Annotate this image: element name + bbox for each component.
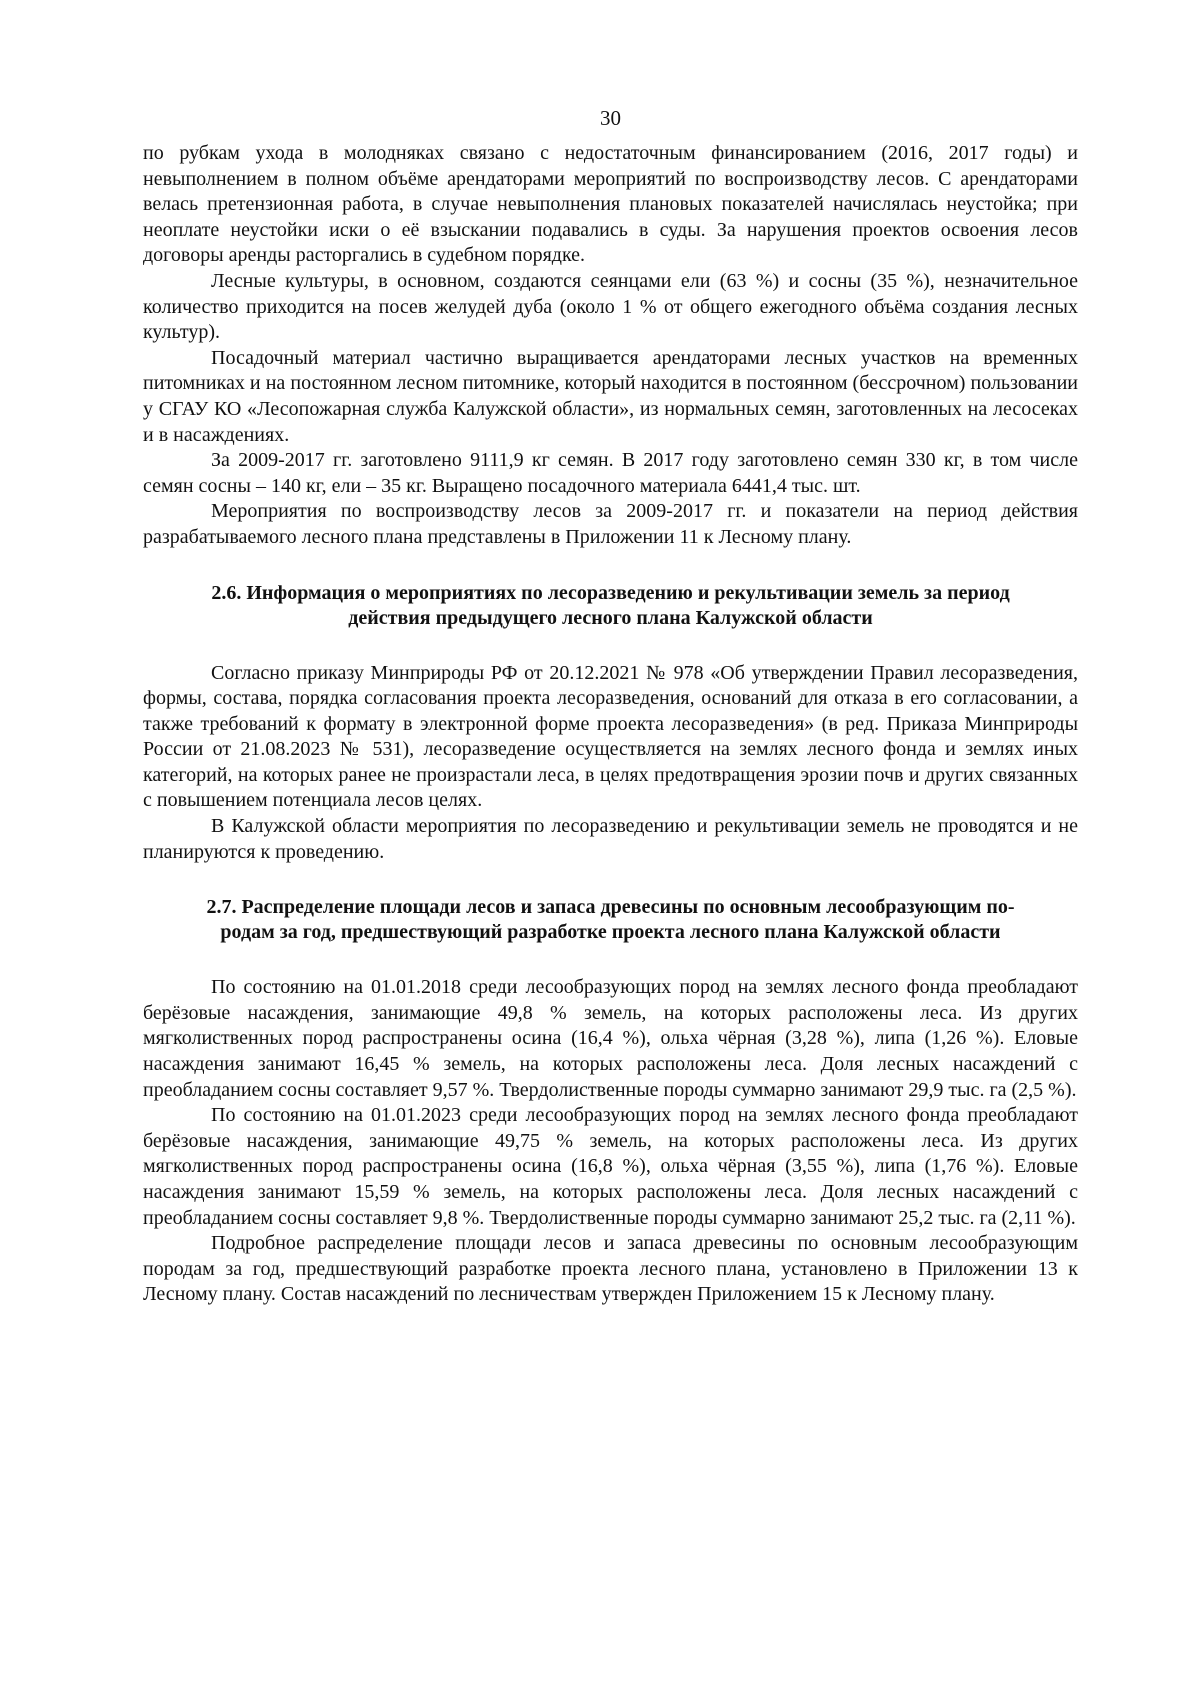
section-2-6	[143, 581, 1078, 866]
paragraph: За 2009-2017 гг. заготовлено 9111,9 кг семян. В 2017 году заготовлено семян 330 кг, в том числе семян сосны – 140 кг, ели – 35 кг. Выращено посадочного материала 6441,4 тыс. шт.	[143, 449, 1078, 497]
document-page	[143, 105, 1078, 1308]
paragraph: Посадочный материал частично выращивается арендаторами лесных участков на временных питомниках и на постоянном лесном питомнике, который находится в постоянном (бессрочном) пользовании у СГАУ КО «Лесопожарная служба Калужской области», из нормальных семян, заготовленных на лесосеках и в насаждениях.	[143, 346, 1078, 446]
paragraph: Подробное распределение площади лесов и запаса древесины по основным лесообразующим породам за год, предшествующий разработке проекта лесного плана, установлено в Приложении 13 к Лесному плану. Состав насаждений по лесничествам утвержден Приложением 15 к Лесному плану.	[143, 1232, 1078, 1306]
section-heading	[143, 581, 1078, 631]
paragraph: По состоянию на 01.01.2018 среди лесообразующих пород на землях лесного фонда преобладают берёзовые насаждения, занимающие 49,8 % земель, на которых расположены леса. Из других мягколиственных пород распространены осина (16,4 %), ольха чёрная (3,28 %), липа (1,26 %). Еловые насаждения занимают 16,45 % земель, на которых расположены леса. Доля лесных насаждений с преобладанием сосны составляет 9,57 %. Твердолиственные породы суммарно занимают 29,9 тыс. га (2,5 %).	[143, 976, 1078, 1101]
section-heading	[143, 895, 1078, 945]
section-heading-line: 2.7. Распределение площади лесов и запаса древесины по основным лесообразующим по-	[206, 896, 1015, 919]
paragraph: Лесные культуры, в основном, создаются сеянцами ели (63 %) и сосны (35 %), незначительное количество приходится на посев желудей дуба (около 1 % от общего ежегодного объёма создания лесных культур).	[143, 269, 1078, 344]
paragraph: В Калужской области мероприятия по лесоразведению и рекультивации земель не проводятся и не планируются к проведению.	[143, 815, 1078, 863]
intro-block	[143, 141, 1078, 551]
section-heading-line: 2.6. Информация о мероприятиях по лесоразведению и рекультивации земель за период	[211, 581, 1010, 604]
section-body	[143, 975, 1078, 1308]
section-heading-line: действия предыдущего лесного плана Калужской области	[348, 606, 873, 629]
section-body	[143, 661, 1078, 866]
paragraph: По состоянию на 01.01.2023 среди лесообразующих пород на землях лесного фонда преобладают берёзовые насаждения, занимающие 49,75 % земель, на которых расположены леса. Из других мягколиственных пород распространены осина (16,8 %), ольха чёрная (3,55 %), липа (1,76 %). Еловые насаждения занимают 15,59 % земель, на которых расположены леса. Доля лесных насаждений с преобладанием сосны составляет 9,8 %. Твердолиственные породы суммарно занимают 25,2 тыс. га (2,11 %).	[143, 1104, 1078, 1229]
paragraph: Мероприятия по воспроизводству лесов за 2009-2017 гг. и показатели на период действия разрабатываемого лесного плана представлены в Приложении 11 к Лесному плану.	[143, 500, 1078, 548]
page-number: 30	[600, 106, 621, 130]
section-heading-line: родам за год, предшествующий разработке проекта лесного плана Калужской области	[220, 921, 1001, 944]
section-2-7	[143, 895, 1078, 1308]
paragraph: Согласно приказу Минприроды РФ от 20.12.2021 № 978 «Об утверждении Правил лесоразведения, формы, состава, порядка согласования проекта лесоразведения, оснований для отказа в его согласовании, а также требований к формату в электронной форме проекта лесоразведения» (в ред. Приказа Минприроды России от 21.08.2023 № 531), лесоразведение осуществляется на землях лесного фонда и землях иных категорий, на которых ранее не произрастали леса, в целях предотвращения эрозии почв и других связанных с повышением потенциала лесов целях.	[143, 661, 1078, 812]
paragraph: по рубкам ухода в молодняках связано с недостаточным финансированием (2016, 2017 годы) и невыполнением в полном объёме арендаторами мероприятий по воспроизводству лесов. С арендаторами велась претензионная работа, в случае невыполнения плановых показателей начислялась неустойка; при неоплате неустойки иски о её взыскании подавались в суды. За нарушения проектов освоения лесов договоры аренды расторгались в судебном порядке.	[143, 142, 1078, 267]
